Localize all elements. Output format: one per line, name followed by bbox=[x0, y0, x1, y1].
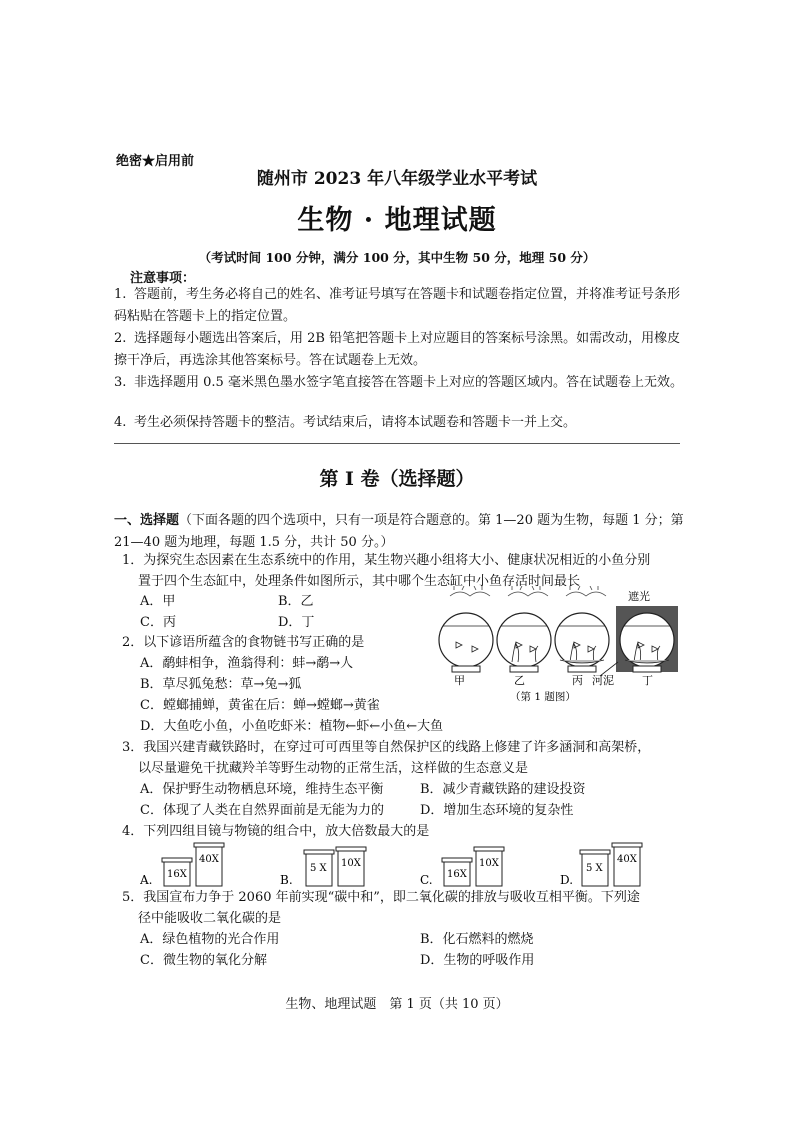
q5-option-b: B．化石燃料的燃烧 bbox=[420, 932, 534, 947]
note-item bbox=[114, 284, 684, 328]
q4-option-c: C. bbox=[420, 873, 433, 887]
note-text: 考生必须保持答题卡的整洁。考试结束后，请将本试题卷和答题卡一并上交。 bbox=[134, 415, 577, 430]
sun-rays-icon bbox=[450, 586, 606, 596]
q2-option-d: D．大鱼吃小鱼，小鱼吃虾米：植物←虾←小鱼←大鱼 bbox=[140, 719, 444, 734]
figure-caption: （第 1 题图） bbox=[510, 691, 576, 703]
page-title: 生物 · 地理试题 bbox=[297, 205, 497, 236]
tank-jia bbox=[439, 613, 493, 667]
note-number: 3. bbox=[114, 375, 127, 390]
lens-label: 10X bbox=[479, 858, 499, 869]
mud-label: 河泥 bbox=[592, 674, 614, 687]
tank-ding bbox=[620, 613, 674, 667]
section-label: 一、选择题 bbox=[114, 513, 180, 528]
note-number: 4. bbox=[114, 415, 127, 430]
q1-line2: 置于四个生态缸中，处理条件如图所示，其中哪个生态缸中小鱼存活时间最长 bbox=[138, 574, 581, 589]
secret-label: 绝密★启用前 bbox=[116, 154, 195, 169]
note-number: 1. bbox=[114, 287, 127, 302]
part-title: 第 I 卷（选择题） bbox=[319, 468, 475, 490]
q1-option-d: D．丁 bbox=[278, 615, 315, 630]
q3-line2: 以尽量避免干扰藏羚羊等野生动物的正常生活，这样做的生态意义是 bbox=[138, 761, 529, 776]
q4-option-b: B. bbox=[280, 873, 293, 887]
note-text: 选择题每小题选出答案后，用 2B 铅笔把答题卡上对应题目的答案标号涂黑。如需改动，用橡皮擦干净后，再选涂其他答案标号。答在试题卷上无效。 bbox=[114, 331, 681, 368]
lens-label: 10X bbox=[341, 858, 361, 869]
q4-stem: 4．下列四组目镜与物镜的组合中，放大倍数最大的是 bbox=[122, 824, 430, 839]
q5-option-c: C．微生物的氧化分解 bbox=[140, 953, 267, 968]
q3-line1: 3．我国兴建青藏铁路时，在穿过可可西里等自然保护区的线路上修建了许多涵洞和高架桥， bbox=[122, 740, 651, 755]
section-desc: （下面各题的四个选项中，只有一项是符合题意的。第 1—20 题为生物，每题 1 分；第 21—40 题为地理，每题 1.5 分，共计 50 分。） bbox=[114, 513, 684, 550]
note-item bbox=[114, 372, 684, 394]
shade-label: 遮光 bbox=[628, 590, 650, 603]
q1-option-a: A．甲 bbox=[140, 594, 176, 609]
tank-bing bbox=[555, 613, 609, 667]
lens-label: 40X bbox=[617, 854, 637, 865]
note-text: 答题前，考生务必将自己的姓名、准考证号填写在答题卡和试题卷指定位置，并将准考证号条形码粘贴在答题卡上的指定位置。 bbox=[114, 287, 681, 324]
lens-label: 40X bbox=[199, 854, 219, 865]
section-heading bbox=[114, 510, 684, 554]
lens-label: 16X bbox=[447, 869, 467, 880]
q5-line1: 5．我国宣布力争于 2060 年前实现“碳中和”，即二氧化碳的排放与吸收互相平衡。下列途 bbox=[122, 890, 640, 905]
q1-option-c: C．丙 bbox=[140, 615, 176, 630]
tank-label: 甲 bbox=[454, 674, 465, 687]
tank-label: 乙 bbox=[514, 674, 525, 687]
tank-label: 丙 bbox=[572, 674, 583, 687]
tank-label: 丁 bbox=[642, 674, 653, 687]
exam-title: 随州市 2023 年八年级学业水平考试 bbox=[256, 169, 538, 189]
q5-option-d: D．生物的呼吸作用 bbox=[420, 953, 535, 968]
q4-option-a: A. bbox=[140, 873, 153, 887]
q2-option-a: A．鹬蚌相争，渔翁得利：蚌→鹬→人 bbox=[140, 656, 354, 671]
q4-lens-options bbox=[140, 840, 700, 888]
notes-heading: 注意事项： bbox=[130, 271, 196, 286]
lens-label: 16X bbox=[167, 869, 187, 880]
q2-stem: 2．以下谚语所蕴含的食物链书写正确的是 bbox=[122, 635, 365, 650]
q1-figure bbox=[432, 586, 684, 706]
note-item bbox=[114, 412, 684, 434]
exam-subtitle: （考试时间 100 分钟，满分 100 分，其中生物 50 分，地理 50 分） bbox=[198, 250, 596, 265]
q3-option-a: A．保护野生动物栖息环境，维持生态平衡 bbox=[140, 782, 384, 797]
q5-option-a: A．绿色植物的光合作用 bbox=[140, 932, 280, 947]
q3-option-d: D．增加生态环境的复杂性 bbox=[420, 803, 574, 818]
tank-yi bbox=[497, 613, 551, 667]
q1-line1: 1．为探究生态因素在生态系统中的作用，某生物兴趣小组将大小、健康状况相近的小鱼分别 bbox=[122, 553, 651, 568]
q3-option-c: C．体现了人类在自然界面前是无能为力的 bbox=[140, 803, 384, 818]
lens-label: 5 X bbox=[586, 863, 603, 874]
page-footer: 生物、地理试题 第 1 页（共 10 页） bbox=[285, 997, 509, 1012]
q4-option-d: D. bbox=[560, 873, 574, 887]
note-item bbox=[114, 328, 684, 372]
note-text: 非选择题用 0.5 毫米黑色墨水签字笔直接答在答题卡上对应的答题区域内。答在试题卷上无效。 bbox=[134, 375, 683, 390]
q1-option-b: B．乙 bbox=[278, 594, 314, 609]
q3-option-b: B．减少青藏铁路的建设投资 bbox=[420, 782, 586, 797]
note-number: 2. bbox=[114, 331, 127, 346]
q5-line2: 径中能吸收二氧化碳的是 bbox=[138, 911, 282, 926]
divider bbox=[114, 443, 680, 444]
q2-option-b: B．草尽狐兔愁：草→兔→狐 bbox=[140, 677, 302, 692]
lens-label: 5 X bbox=[310, 863, 327, 874]
q2-option-c: C．螳螂捕蝉，黄雀在后：蝉→螳螂→黄雀 bbox=[140, 698, 380, 713]
